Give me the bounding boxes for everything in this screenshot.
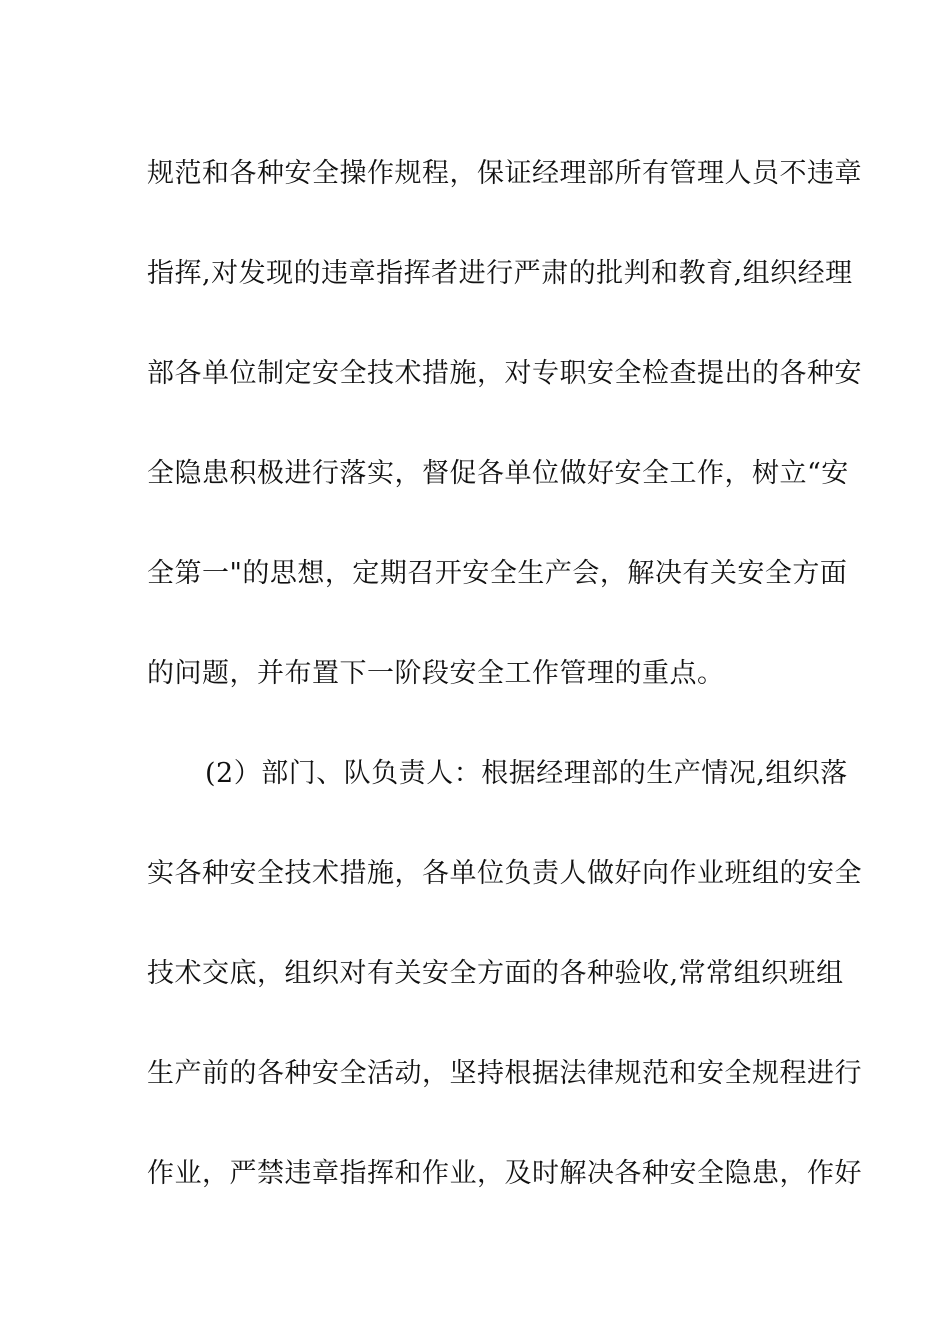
text-line: 生产前的各种安全活动，坚持根据法律规范和安全规程进行 xyxy=(147,1058,862,1089)
text-line: 指挥,对发现的违章指挥者进行严肃的批判和教育,组织经理 xyxy=(147,258,853,289)
text-line: 全隐患积极进行落实，督促各单位做好安全工作，树立“安 xyxy=(147,458,849,489)
paragraph-start-line: (2）部门、队负责人：根据经理部的生产情况,组织落 xyxy=(205,758,848,789)
text-line: 的问题，并布置下一阶段安全工作管理的重点。 xyxy=(147,658,725,689)
text-line: 部各单位制定安全技术措施，对专职安全检查提出的各种安 xyxy=(147,358,862,389)
text-line: 作业，严禁违章指挥和作业，及时解决各种安全隐患，作好 xyxy=(147,1158,862,1189)
body-text xyxy=(147,124,862,1224)
text-line: 技术交底，组织对有关安全方面的各种验收,常常组织班组 xyxy=(147,958,844,989)
text-line: 规范和各种安全操作规程，保证经理部所有管理人员不违章 xyxy=(147,158,862,189)
text-line: 实各种安全技术措施，各单位负责人做好向作业班组的安全 xyxy=(147,858,862,889)
text-line: 全第一"的思想，定期召开安全生产会，解决有关安全方面 xyxy=(147,558,848,589)
